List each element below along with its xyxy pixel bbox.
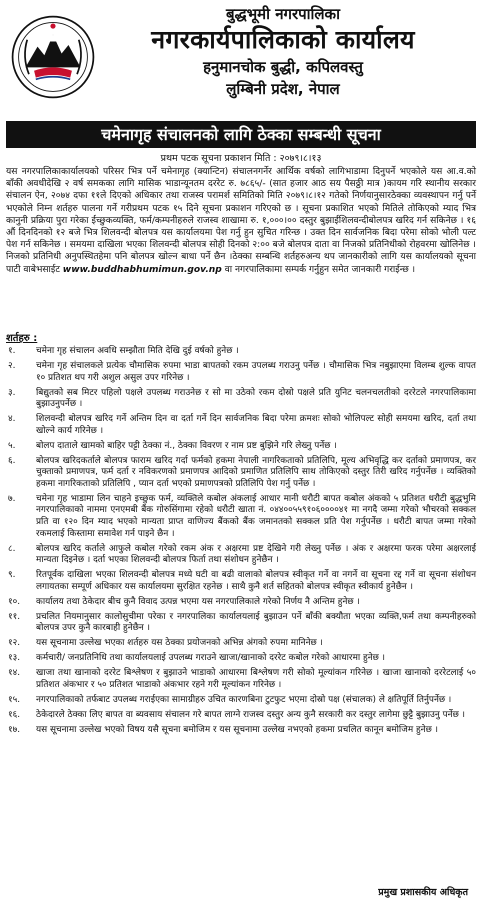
term-text: प्रचलित नियमानुसार कालोसुचीमा परेका र नगरपालिका कार्यालयलाई बुझाउन पर्ने बाँकी बक्यौता भएका व्यक्ति,फर्म तथा कम्पनीहरुको बोलपत्र उपर कुनै कारबाही हुनेछैन ।	[36, 611, 476, 634]
term-item	[6, 668, 476, 691]
website-link[interactable]: www.buddhabhumimun.gov.np	[62, 264, 222, 275]
term-number: ७.	[8, 493, 16, 504]
signatory-title: प्रमुख प्रशासकीय अधिकृत	[378, 887, 468, 898]
term-text: शिलवन्दी बोलपत्र खरिद गर्ने अन्तिम दिन वा दर्ता गर्ने दिन सार्वजनिक बिदा परेमा क्रमशः सोको भोलिपल्ट सोही समयमा खरिद, दर्ता तथा खोल्ने कार्य गरिनेछ ।	[36, 414, 476, 436]
municipality-name: बुद्धभूमी नगरपालिका	[226, 5, 340, 23]
term-number: १२.	[8, 638, 21, 649]
term-item	[6, 456, 476, 491]
term-item	[6, 414, 476, 437]
notice-title: चमेनागृह संचालनको लागि ठेक्का सम्बन्धी सूचना	[6, 121, 476, 148]
intro-text-end: वा नगरपालिकामा सम्पर्क गर्नुहुन समेत जानकारी गराईन्छ ।	[221, 264, 416, 275]
term-number: १३.	[8, 653, 21, 664]
term-number: ३.	[8, 387, 16, 398]
term-item	[6, 361, 476, 384]
office-name: नगरकार्यपालिकाको कार्यालय	[151, 25, 415, 54]
term-number: १५.	[8, 694, 21, 705]
term-item	[6, 441, 476, 453]
term-text: चमेना गृह संचालन अवधि सम्झौता मिति देखि दुई वर्षको हुनेछ ।	[36, 346, 239, 356]
term-text: यस सूचनामा उल्लेख भएका शर्तहरु यस ठेक्का प्रयोजनको अभिन्न अंगको रुपमा मानिनेछ ।	[36, 638, 323, 649]
term-number: ४.	[8, 414, 16, 425]
term-text: ठेकेदारले ठेक्का लिए बापत वा ब्यवसाय संचालन गरे बापत लाग्ने राजस्व दस्तुर अन्य कुनै सरकारी कर दस्तुर लागेमा छुट्टै बुझाउनु पर्नेछ ।	[36, 709, 466, 720]
term-item	[6, 494, 476, 540]
term-number: ८.	[8, 543, 16, 554]
term-text: खाजा तथा खानाको दररेट बिश्लेषण र बुझाउने भाडाको आधारमा बिश्लेषण गरी सोको मूल्यांकन गरिनेछ । खाजा खानाको दररेटलाई ५० प्रतिशत अंकभार र ५० प्रतिशत भाडाको अंकभार रहने गरी मूल्यांकन गरिनेछ ।	[36, 668, 476, 690]
term-item	[6, 695, 476, 707]
term-item	[6, 710, 476, 722]
term-number: १६.	[8, 709, 21, 720]
term-text: चमेना गृह संचालकले प्रत्येक चौमासिक रुपमा भाडा बापतको रकम उपलब्ध गराउनु पर्नेछ । चौमासिक भित्र नबुझाएमा विलम्ब शुल्क वापत १० प्रतिशत थप गरी अशुल असुल उपर गरिनेछ ।	[36, 360, 476, 383]
notice-intro	[6, 166, 476, 276]
terms-list	[6, 346, 476, 740]
office-address: हनुमानचोक बुद्धी, कपिलवस्तु	[203, 58, 363, 76]
term-text: बोलप दाताले खामको बाहिर पट्टी ठेक्का नं., ठेक्का विवरण र नाम प्रष्ट बुझिने गरि लेख्नु पर्नेछ ।	[36, 440, 337, 451]
intro-text: यस नगरपालिकाकार्यालयको परिसर भित्र पर्ने चमेनागृह (क्यान्टिन) संचालनगर्नेर आर्थिक वर्षको लागिभाडामा दिनुपर्ने भएकोले यस आ.व.को बाँकी अवधीदेखि २ वर्ष समकका लागि मासिक भाडान्यूनतम दररेट रु. ७८६५/- (सात हजार आठ सय पैसठ्ठी मात्र )कायम गरि स्थानीय सरकार संचालन ऐन, २०७४ दफा ११ले दिएको अधिकार तथा राजस्व परामर्श समितिको मिति २०७९।८।१२ गतेको निर्णयानुसारठेक्का व्यवस्थापन गर्नु पर्ने भएकोले निम्न शर्तहरु पालना गर्ने गरीप्रथम पटक १५ दिने सूचना प्रकाशन गरिएको छ । सूचना प्रकाशित भएको मितिले तोकिएको म्याद भित्र कानुनी प्रक्रिया पुरा गरेका ईच्छुकव्यक्ति, फर्म/कम्पनीहरुले राजस्व शाखामा रु. १,०००।०० दस्तुर बुझाईशिलवन्दीबोलपत्र खरिद गर्न सकिनेछ । १६ औं दिनदिनको १२ बजे भित्र शिलवन्दी बोलपत्र यस कार्यालयमा पेश गर्नु हुन सुचित गरिन्छ । उक्त दिन सार्वजनिक बिदा परेमा सोको भोली पल्ट पेश गर्न सकिनेछ । समयमा दाखिला भएका शिलवन्दी बोलपत्र सोही दिनको २:०० बजे बोलपत्र दाता वा निजको प्रतिनिधीको रोहवरमा खोलिनेछ । निजको प्रतिनिधी अनुपस्थितहेमा पनि बोलपत्र खोल्न बाधा पर्ने छैन ।ठेक्का सम्बन्धि शर्तहरुअन्य थप जानकारीको लागि यस कार्यालयको सूचना पाटी वाबेभसाईट	[6, 167, 476, 275]
term-item	[6, 597, 476, 609]
term-text: यस सूचनामा उल्लेख भएको विषय यसै सूचना बमोजिम र यस सूचनामा उल्लेख नभएको हकमा प्रचलित कानून बमोजिम हुनेछ ।	[36, 724, 438, 735]
term-text: बोलपत्र खरिद कर्ताले आफुले कबोल गरेको रकम अंक र अक्षरमा प्रष्ट देखिने गरी लेख्नु पर्नेछ । अंक र अक्षरमा फरक परेमा अक्षरलाई मान्यता दिइनेछ । दर्ता भएका शिलवन्दी बोलपत्र फिर्ता तथा संशोधन हुनेछैन ।	[36, 543, 476, 566]
term-item	[6, 346, 476, 358]
publish-date: प्रथम पटक सूचना प्रकाशन मिति : २०७९।८।१३	[160, 153, 322, 164]
term-item	[6, 725, 476, 737]
term-item	[6, 638, 476, 650]
term-number: १०.	[8, 596, 21, 607]
term-number: २.	[8, 360, 16, 371]
term-number: १७.	[8, 724, 21, 735]
term-number: ६.	[8, 455, 16, 466]
term-item	[6, 388, 476, 411]
terms-heading: शर्तहरु :	[6, 333, 38, 344]
term-text: नगरपालिकाको तर्फबाट उपलब्ध गराईएका सामाग्रीहरु उचित कारणबिना टुटफुट भएमा दोस्रो पक्ष (संचालक) ले क्षतिपूर्ति तिर्नुपर्नेछ ।	[36, 694, 452, 705]
term-item	[6, 612, 476, 635]
office-province: लुम्बिनी प्रदेश, नेपाल	[226, 80, 340, 98]
term-text: बिद्युतको सब मिटर पहिलो पक्षले उपलब्ध गराउनेछ र सो मा उठेको रकम दोस्रो पक्षले प्रति युनिट चलनचलतीको दररेटले नगरपालिकामा बुझाउनुपर्नेछ ।	[36, 387, 476, 410]
term-number: ५.	[8, 440, 16, 451]
term-text: रितपूर्वक दाखिला भएका शिलवन्दी बोलपत्र मध्ये घटी वा बढी वालाको बोलपत्र स्वीकृत गर्ने वा नगर्ने वा सूचना रद्द गर्ने वा सूचना संशोधन लगायतका सम्पूर्ण अधिकार यस कार्यालयमा सुरक्षित रहनेछ । साथै कुनै शर्त सहितको बोलपत्र स्वीकृत स्वीकार्य हुनेछैन ।	[36, 570, 476, 592]
letterhead	[6, 0, 476, 118]
term-number: १४.	[8, 668, 21, 679]
term-number: १.	[8, 346, 16, 356]
term-item	[6, 570, 476, 593]
term-text: कार्यालय तथा ठेकेदार बीच कुनै विवाद उत्पन्न भएमा यस नगरपालिकाले गरेको निर्णय नै अन्तिम हुनेछ ।	[36, 596, 360, 607]
term-text: चमेना गृह भाडामा लिन चाहने इच्छुक फर्म, व्यक्तिले कबोल अंकलाई आधार मानी धरौटी बापत कबोल अंकको ५ प्रतिशत धरौटी बुद्धभुमि नगरपालिकाको नाममा एनएमबी बैंक गोरुसिंगामा रहेको धरौटी खाता नं. ०४४००५५९१०६००००४१ मा नगदै जम्मा गरेको भौचरको सक्कल प्रति वा १२० दिन म्याद भएको मान्यता प्राप्त वाणिज्य बैंकको बैंक जमानतको सक्कल प्रति पेश गर्नुपर्नेछ । धरौटी बापत जम्मा गरेको रकमलाई किस्तामा समावेश गर्न पाइने छैन ।	[36, 493, 476, 539]
term-text: बोलपत्र खरिदकर्ताले बोलपत्र फाराम खरिद गर्दा फर्मको हकमा नेपाली नागरिकताको प्रतिलिपि, मूल्य अभिवृद्धि कर दर्ताको प्रमाणपत्र, कर चुक्ताको प्रमाणपत्र, फर्म दर्ता र नविकरणको प्रमाणपत्र आदिको प्रमाणित प्रतिलिपि साथ तोकिएको दस्तुर तिरी खरिद गर्नुपर्नेछ । व्यक्तिको हकमा नागरिकताको प्रतिलिपि , प्यान दर्ता भएको प्रमाणपत्रको प्रतिलिपि पेश गर्नु पर्नेछ ।	[36, 455, 476, 489]
term-item	[6, 653, 476, 665]
term-text: कर्मचारी/ जनप्रतिनिधि तथा कार्यालयलाई उपलब्ध गराउने खाजा/खानाको दररेट कबोल गरेको आधारमा हुनेछ ।	[36, 653, 386, 664]
term-number: ११.	[8, 611, 21, 622]
nepal-emblem-icon	[10, 14, 96, 100]
term-item	[6, 544, 476, 567]
term-number: ९.	[8, 570, 16, 581]
